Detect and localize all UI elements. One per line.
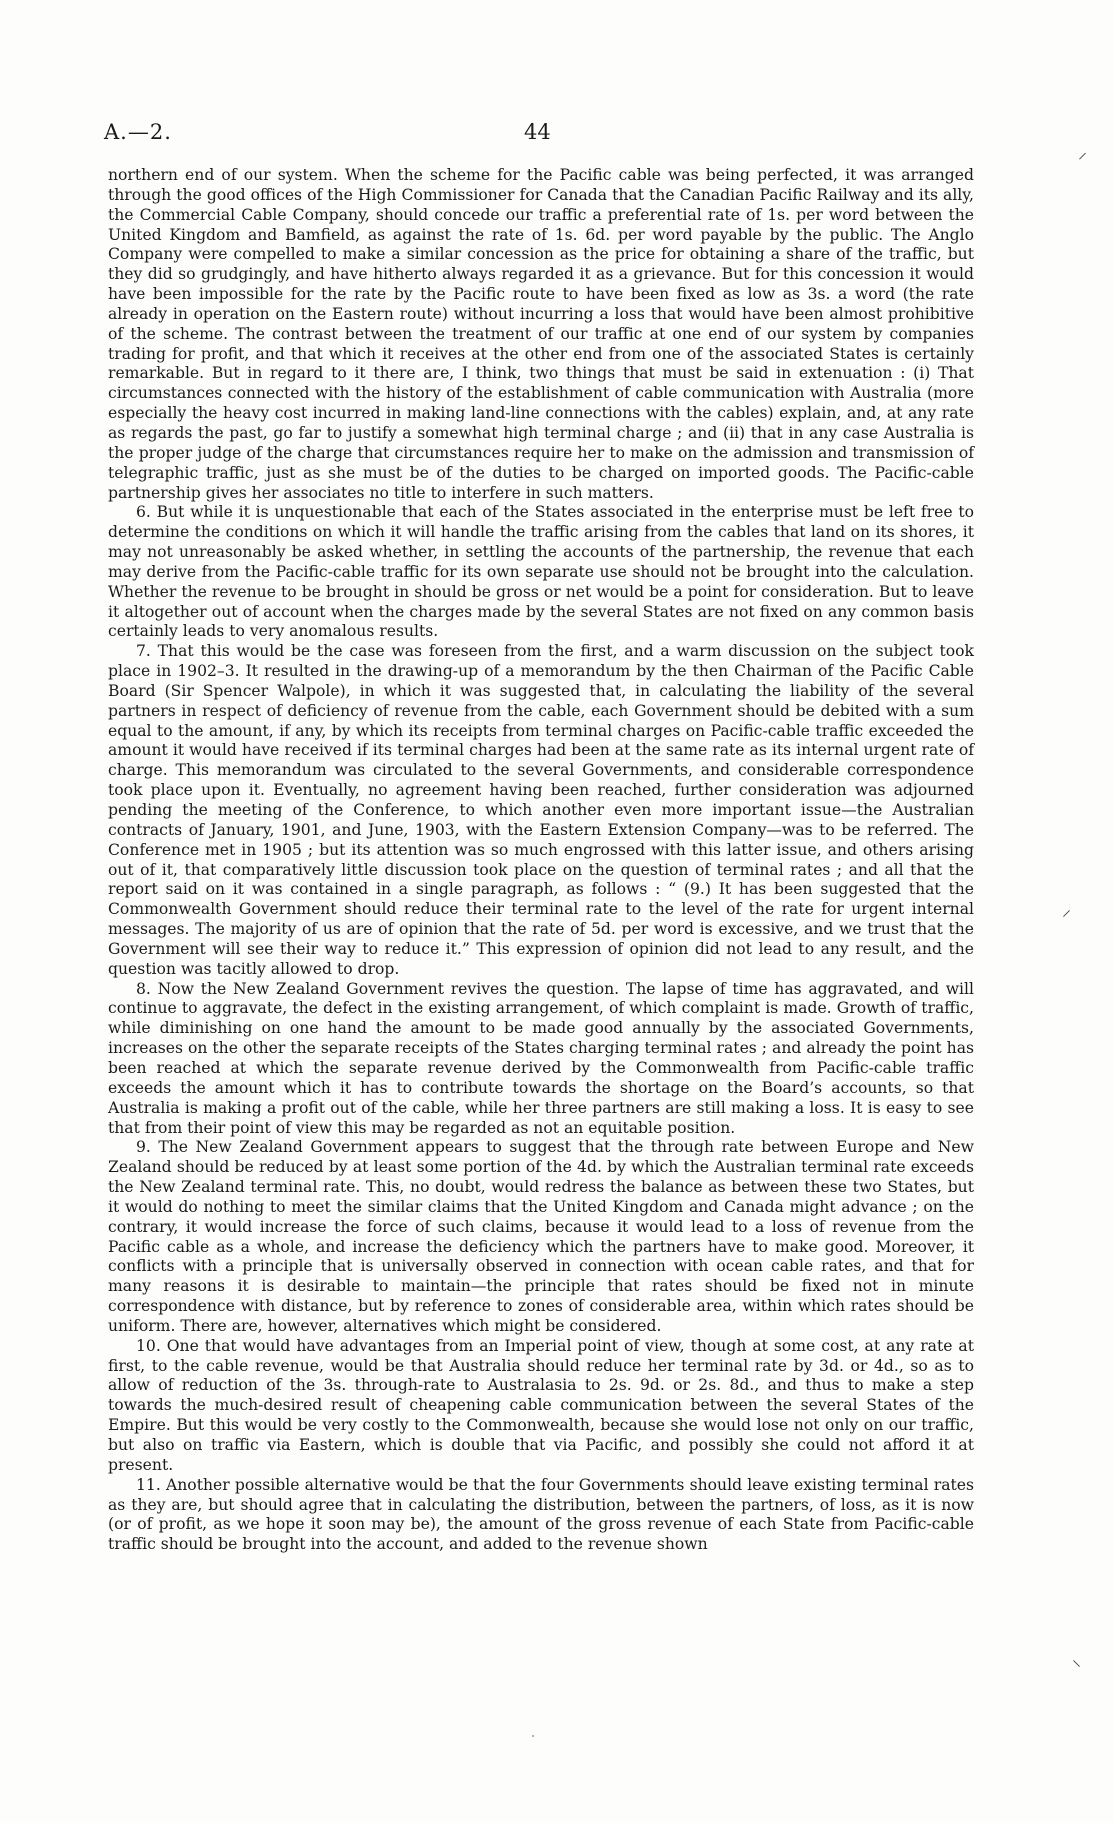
paragraph-8: 8. Now the New Zealand Government revives the question. The lapse of time has aggravated, and will continue to aggravate, the defect in the existing arrangement, of which complaint is made. Growth of traffic, while diminishing on one hand the amount to be made good annually by the associated Governments, increases on the other the separate receipts of the States charging terminal rates ; and already the point has been reached at which the separate revenue derived by the Commonwealth from Pacific-cable traffic exceeds the amount which it has to contribute towards the shortage on the Board’s accounts, so that Australia is making a profit out of the cable, while her three partners are still making a loss. It is easy to see that from their point of view this may be regarded as not an equitable position. [108,979,974,1137]
margin-scan-mark-icon: ⸝ [1078,142,1087,163]
paragraph-10: 10. One that would have advantages from an Imperial point of view, though at some cost, at any rate at first, to the cable revenue, would be that Australia should reduce her terminal rate by 3d. or 4d., so as to allow of reduction of the 3s. through-rate to Australasia to 2s. 9d. or 2s. 8d., and thus to make a step towards the much-desired result of cheapening cable communication between the several States of the Empire. But this would be very costly to the Commonwealth, because she would lose not only on our traffic, but also on traffic via Eastern, which is double that via Pacific, and possibly she could not afford it at present. [108,1336,974,1474]
margin-scan-mark-icon: ⸍ [1062,907,1071,928]
paragraph-7: 7. That this would be the case was foreseen from the first, and a warm discussion on the subject took place in 1902–3. It resulted in the drawing-up of a memorandum by the then Chairman of the Pacific Cable Board (Sir Spencer Walpole), in which it was suggested that, in calculating the liability of the several partners in respect of deficiency of revenue from the cable, each Government should be debited with a sum equal to the amount, if any, by which its receipts from terminal charges on Pacific-cable traffic exceeded the amount it would have received if its terminal charges had been at the same rate as its internal urgent rate of charge. This memorandum was circulated to the several Governments, and considerable correspondence took place upon it. Eventually, no agreement having been reached, further consideration was adjourned pending the meeting of the Conference, to which another even more important issue—the Australian contracts of January, 1901, and June, 1903, with the Eastern Extension Company—was to be referred. The Conference met in 1905 ; but its attention was so much engrossed with this latter issue, and others arising out of it, that comparatively little discussion took place on the question of terminal rates ; and all that the report said on it was contained in a single paragraph, as follows : “ (9.) It has been suggested that the Commonwealth Government should reduce their terminal rate to the level of the rate for urgent internal messages. The majority of us are of opinion that the rate of 5d. per word is excessive, and we trust that the Government will see their way to reduce it.” This expression of opinion did not lead to any result, and the question was tacitly allowed to drop. [108,642,974,978]
body-text [108,166,974,1555]
page-header [104,120,974,150]
paragraph-continuation: northern end of our system. When the scheme for the Pacific cable was being perfected, it was arranged through the good offices of the High Commissioner for Canada that the Canadian Pacific Railway and its ally, the Commercial Cable Company, should concede our traffic a preferential rate of 1s. per word between the United Kingdom and Bamfield, as against the rate of 1s. 6d. per word payable by the public. The Anglo Company were compelled to make a similar concession as the price for obtaining a share of the traffic, but they did so grudgingly, and have hitherto always regarded it as a grievance. But for this concession it would have been impossible for the rate by the Pacific route to have been fixed as low as 3s. a word (the rate already in operation on the Eastern route) without incurring a loss that would have been almost prohibitive of the scheme. The contrast between the treatment of our traffic at one end of our system by companies trading for profit, and that which it receives at the other end from one of the associated States is certainly remarkable. But in regard to it there are, I think, two things that must be said in extenuation : (i) That circumstances connected with the history of the establishment of cable communication with Australia (more especially the heavy cost incurred in making land-line connections with the cables) explain, and, at any rate as regards the past, go far to justify a somewhat high terminal charge ; and (ii) that in any case Australia is the proper judge of the charge that circumstances require her to make on the admission and transmission of telegraphic traffic, just as she must be of the duties to be charged on imported goods. The Pacific-cable partnership gives her associates no title to interfere in such matters. [108,166,974,502]
paragraph-9: 9. The New Zealand Government appears to suggest that the through rate between Europe and New Zealand should be reduced by at least some portion of the 4d. by which the Australian terminal rate exceeds the New Zealand terminal rate. This, no doubt, would redress the balance as between these two States, but it would do nothing to meet the similar claims that the United Kingdom and Canada might advance ; on the contrary, it would increase the force of such claims, because it would lead to a loss of revenue from the Pacific cable as a whole, and increase the deficiency which the partners have to make good. Moreover, it conflicts with a principle that is universally observed in connection with ocean cable rates, and that for many reasons it is desirable to maintain—the principle that rates should be fixed not in minute correspondence with distance, but by reference to zones of considerable area, within which rates should be uniform. There are, however, alternatives which might be considered. [108,1138,974,1335]
paragraph-11: 11. Another possible alternative would be that the four Governments should leave existing terminal rates as they are, but should agree that in calculating the distribution, between the partners, of loss, as it is now (or of profit, as we hope it soon may be), the amount of the gross revenue of each State from Pacific-cable traffic should be brought into the account, and added to the revenue shown [108,1475,974,1554]
document-reference: A.—2. [104,120,172,144]
scan-speck-icon [532,1735,534,1737]
paragraph-6: 6. But while it is unquestionable that each of the States associated in the enterprise must be left free to determine the conditions on which it will handle the traffic arising from the cables that land on its shores, it may not unreasonably be asked whether, in settling the accounts of the partnership, the revenue that each may derive from the Pacific-cable traffic for its own separate use should not be brought into the calculation. Whether the revenue to be brought in should be gross or net would be a point for consideration. But to leave it altogether out of account when the charges made by the several States are not fixed on any common basis certainly leads to very anomalous results. [108,503,974,641]
margin-scan-mark-icon: ⸌ [1072,1657,1081,1678]
page-number: 44 [524,120,551,144]
